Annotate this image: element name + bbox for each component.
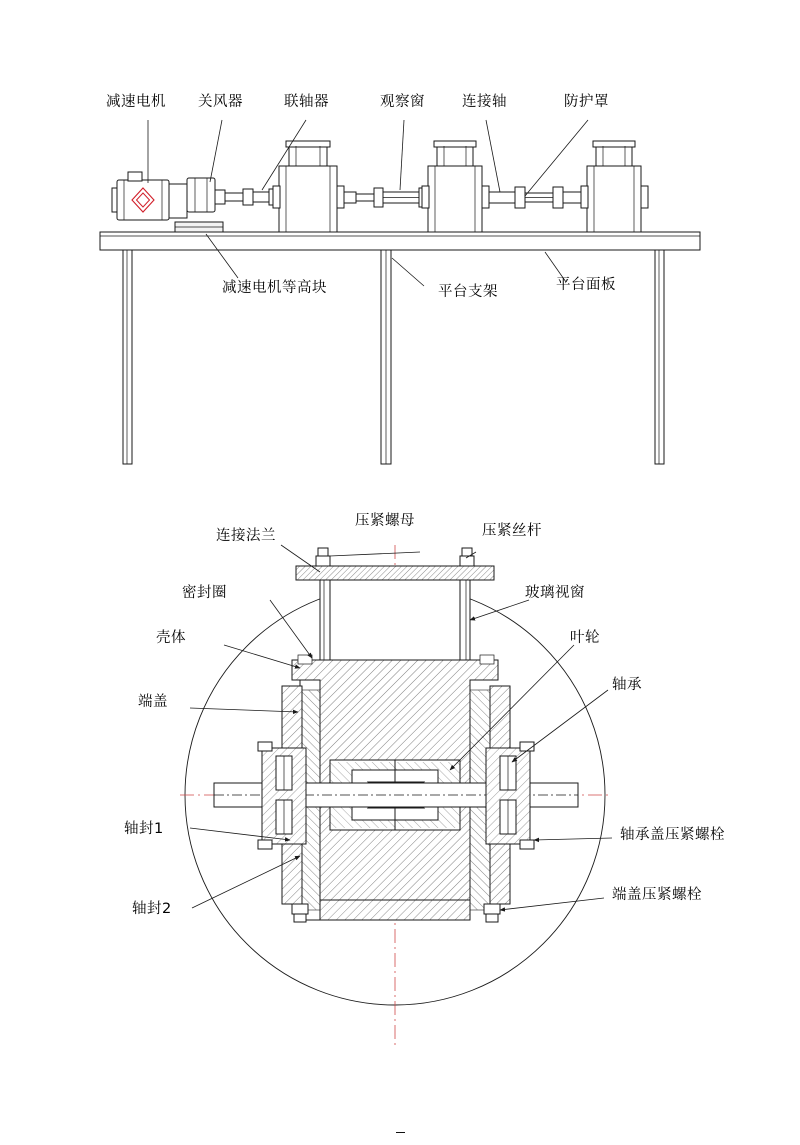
label-observation-window: 观察窗 — [380, 94, 425, 110]
air-damper-2-shape — [422, 141, 489, 232]
label-protective-cover: 防护罩 — [564, 94, 609, 110]
page-footer-mark — [396, 1132, 405, 1133]
label-end-cover-bolt: 端盖压紧螺栓 — [612, 887, 702, 903]
observation-window-shaft-shape — [344, 188, 428, 207]
platform-panel-shape — [100, 232, 700, 250]
label-platform-panel: 平台面板 — [556, 277, 616, 293]
label-shaft-seal-2: 轴封2 — [132, 901, 172, 917]
label-clamp-nut: 压紧螺母 — [355, 513, 415, 529]
label-air-damper: 关风器 — [198, 94, 243, 110]
housing-bottom-shape — [320, 900, 470, 920]
glass-window-shape — [320, 580, 470, 660]
label-platform-frame: 平台支架 — [438, 284, 498, 300]
connecting-shaft-shape — [489, 187, 587, 208]
motor-riser-block-shape — [175, 222, 223, 232]
label-coupling: 联轴器 — [284, 94, 329, 110]
label-glass-window: 玻璃视窗 — [525, 585, 585, 601]
label-gear-motor: 减速电机 — [106, 94, 166, 110]
label-housing: 壳体 — [156, 630, 186, 646]
bearing-left-shape — [258, 742, 306, 849]
air-damper-1-shape — [273, 141, 344, 232]
label-impeller: 叶轮 — [570, 630, 600, 646]
label-bearing: 轴承 — [612, 677, 642, 693]
label-bearing-cap-bolt: 轴承盖压紧螺栓 — [620, 827, 725, 843]
label-end-cover: 端盖 — [138, 694, 168, 710]
label-connecting-shaft: 连接轴 — [462, 94, 507, 110]
section-view-group — [180, 545, 612, 1045]
label-seal-ring: 密封圈 — [182, 585, 227, 601]
label-motor-riser-block: 减速电机等高块 — [222, 280, 327, 296]
air-damper-3-shape — [581, 141, 648, 232]
label-shaft-seal-1: 轴封1 — [124, 821, 164, 837]
gear-motor-shape — [112, 172, 243, 220]
label-connecting-flange: 连接法兰 — [216, 528, 276, 544]
label-clamp-screw: 压紧丝杆 — [482, 523, 542, 539]
bearing-right-shape — [486, 742, 534, 849]
